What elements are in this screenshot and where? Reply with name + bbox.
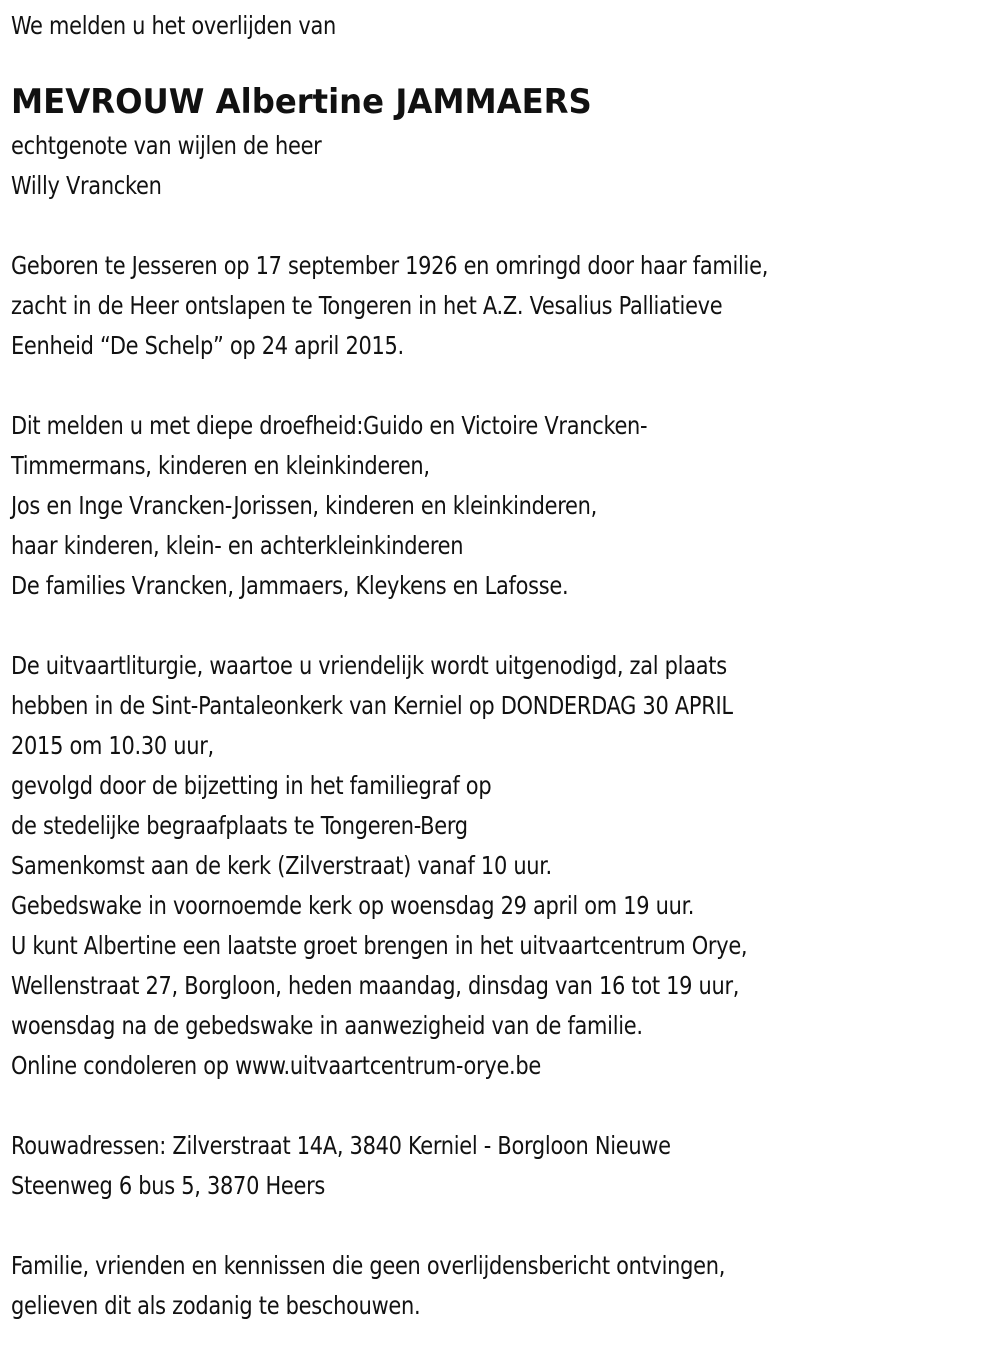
closing-line [11, 1246, 1000, 1286]
paragraph-text: Steenweg 6 bus 5, 3870 Heers [11, 1171, 326, 1200]
funeral-line [11, 886, 1000, 926]
paragraph-text: Dit melden u met diepe droefheid:Guido en Victoire Vrancken- [11, 411, 648, 440]
intro-line [11, 6, 1000, 46]
paragraph-text: De families Vrancken, Jammaers, Kleykens en Lafosse. [11, 571, 569, 600]
paragraph-text: de stedelijke begraafplaats te Tongeren-Berg [11, 811, 468, 840]
funeral-line [11, 686, 1000, 726]
closing-line [11, 1286, 1000, 1326]
paragraph-text: hebben in de Sint-Pantaleonkerk van Kerniel op DONDERDAG 30 APRIL [11, 691, 733, 720]
closing-section [11, 1246, 1000, 1326]
paragraph-text: Timmermans, kinderen en kleinkinderen, [11, 451, 430, 480]
paragraph-text: Eenheid “De Schelp” op 24 april 2015. [11, 331, 404, 360]
paragraph-text: 2015 om 10.30 uur, [11, 731, 214, 760]
spouse-text: echtgenote van wijlen de heer [11, 131, 322, 160]
mourners-line [11, 566, 1000, 606]
paragraph-text: Rouwadressen: Zilverstraat 14A, 3840 Kerniel - Borgloon Nieuwe [11, 1131, 671, 1160]
funeral-line [11, 646, 1000, 686]
title-text: MEVROUW Albertine JAMMAERS [11, 82, 592, 122]
condolence-website-line [11, 1046, 1000, 1086]
paragraph-text: Familie, vrienden en kennissen die geen overlijdensbericht ontvingen, [11, 1251, 726, 1280]
birth-death-section [11, 246, 1000, 366]
mourners-line [11, 446, 1000, 486]
funeral-section [11, 646, 1000, 1086]
mourners-line [11, 486, 1000, 526]
birth-death-line [11, 326, 1000, 366]
deceased-name-title [11, 78, 1000, 126]
paragraph-gap [11, 206, 1000, 246]
paragraph-text: woensdag na de gebedswake in aanwezigheid van de familie. [11, 1011, 643, 1040]
funeral-line [11, 926, 1000, 966]
mourners-line [11, 526, 1000, 566]
paragraph-gap [11, 366, 1000, 406]
mourners-section [11, 406, 1000, 606]
paragraph-gap [11, 606, 1000, 646]
spouse-text: Willy Vrancken [11, 171, 162, 200]
funeral-line [11, 726, 1000, 766]
paragraph-text: Jos en Inge Vrancken-Jorissen, kinderen en kleinkinderen, [11, 491, 597, 520]
paragraph-text: U kunt Albertine een laatste groet brengen in het uitvaartcentrum Orye, [11, 931, 748, 960]
paragraph-text: gelieven dit als zodanig te beschouwen. [11, 1291, 421, 1320]
birth-death-line [11, 246, 1000, 286]
paragraph-gap [11, 1206, 1000, 1246]
spouse-line [11, 166, 1000, 206]
spouse-line [11, 126, 1000, 166]
paragraph-text: Samenkomst aan de kerk (Zilverstraat) vanaf 10 uur. [11, 851, 552, 880]
paragraph-text: Wellenstraat 27, Borgloon, heden maandag, dinsdag van 16 tot 19 uur, [11, 971, 740, 1000]
spouse-section [11, 126, 1000, 206]
paragraph-text: Gebedswake in voornoemde kerk op woensdag 29 april om 19 uur. [11, 891, 695, 920]
intro-text: We melden u het overlijden van [11, 11, 337, 40]
paragraph-text: haar kinderen, klein- en achterkleinkinderen [11, 531, 464, 560]
condolence-website-text: Online condoleren op www.uitvaartcentrum-orye.be [11, 1051, 541, 1080]
funeral-line [11, 846, 1000, 886]
paragraph-text: Geboren te Jesseren op 17 september 1926 en omringd door haar familie, [11, 251, 769, 280]
address-line [11, 1126, 1000, 1166]
addresses-section [11, 1126, 1000, 1206]
funeral-line [11, 966, 1000, 1006]
paragraph-gap [11, 1086, 1000, 1126]
address-line [11, 1166, 1000, 1206]
birth-death-line [11, 286, 1000, 326]
funeral-line [11, 766, 1000, 806]
paragraph-text: De uitvaartliturgie, waartoe u vriendelijk wordt uitgenodigd, zal plaats [11, 651, 727, 680]
paragraph-text: gevolgd door de bijzetting in het familiegraf op [11, 771, 492, 800]
paragraph-text: zacht in de Heer ontslapen te Tongeren in het A.Z. Vesalius Palliatieve [11, 291, 723, 320]
funeral-line [11, 1006, 1000, 1046]
funeral-line [11, 806, 1000, 846]
mourners-line [11, 406, 1000, 446]
